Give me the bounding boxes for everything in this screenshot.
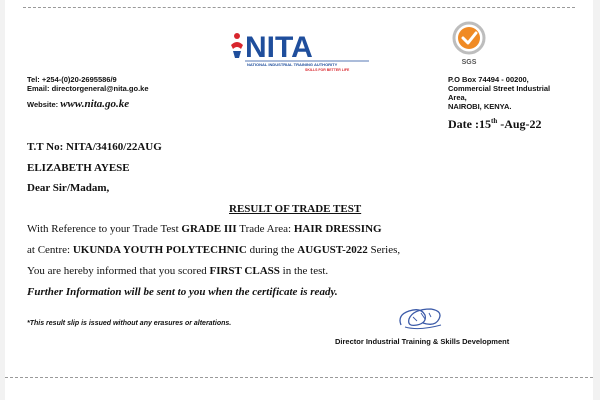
trade-area-value: HAIR DRESSING	[293, 223, 382, 235]
result-slip-page	[5, 0, 593, 400]
date-rest: -Aug-22	[497, 117, 542, 131]
logo-wordmark: NITA	[245, 31, 313, 64]
address-line-2: Commercial Street Industrial	[448, 84, 551, 93]
grade-value: GRADE III	[181, 223, 237, 235]
logo-subtext: NATIONAL INDUSTRIAL TRAINING AUTHORITY	[247, 62, 338, 67]
trade-test-number: T.T No: NITA/34160/22AUG	[27, 141, 162, 153]
date-prefix: Date :	[448, 117, 479, 131]
salutation: Dear Sir/Madam,	[27, 182, 110, 194]
website-label: Website:	[27, 100, 61, 109]
website-link[interactable]: www.nita.go.ke	[60, 98, 130, 110]
contact-tel: Tel: +254-(0)20-2695586/9	[27, 75, 117, 84]
erasure-note: *This result slip is issued without any erasures or alterations.	[27, 320, 232, 327]
director-signature	[395, 303, 447, 333]
line2-text-b: during the	[246, 244, 298, 256]
centre-value: UKUNDA YOUTH POLYTECHNIC	[72, 244, 247, 256]
result-value: FIRST CLASS	[209, 265, 280, 277]
sgs-label: SGS	[461, 59, 477, 66]
date-suffix: th	[490, 117, 498, 125]
line2-text-a: at Centre:	[27, 244, 73, 256]
recipient-name: ELIZABETH AYESE	[27, 162, 130, 174]
address-line-3: Area,	[448, 93, 467, 102]
address-line-4: NAIROBI, KENYA.	[448, 102, 512, 111]
date-day: 15	[478, 117, 491, 131]
body-line-3	[27, 265, 328, 277]
line1-text-a: With Reference to your Trade Test	[27, 223, 182, 235]
contact-website	[27, 94, 129, 112]
line3-text-a: You are hereby informed that you scored	[27, 265, 210, 277]
top-divider	[23, 7, 575, 8]
contact-email: Email: directorgeneral@nita.go.ke	[27, 84, 149, 93]
signatory-title: Director Industrial Training & Skills Development	[335, 337, 510, 346]
series-value: AUGUST-2022	[297, 244, 368, 256]
body-line-2	[27, 244, 400, 256]
body-line-1	[27, 223, 382, 235]
line1-text-b: Trade Area:	[236, 223, 294, 235]
further-information: Further Information will be sent to you when the certificate is ready.	[27, 286, 338, 298]
nita-logo	[227, 27, 377, 71]
letter-date	[448, 117, 542, 132]
address-line-1: P.O Box 74494 - 00200,	[448, 75, 529, 84]
line3-text-b: in the test.	[279, 265, 329, 277]
bottom-divider	[5, 377, 593, 378]
letter-title: RESULT OF TRADE TEST	[229, 203, 362, 215]
line2-text-c: Series,	[367, 244, 401, 256]
sgs-certification-icon	[447, 20, 491, 68]
logo-tagline: SKILLS FOR BETTER LIFE	[305, 68, 350, 71]
